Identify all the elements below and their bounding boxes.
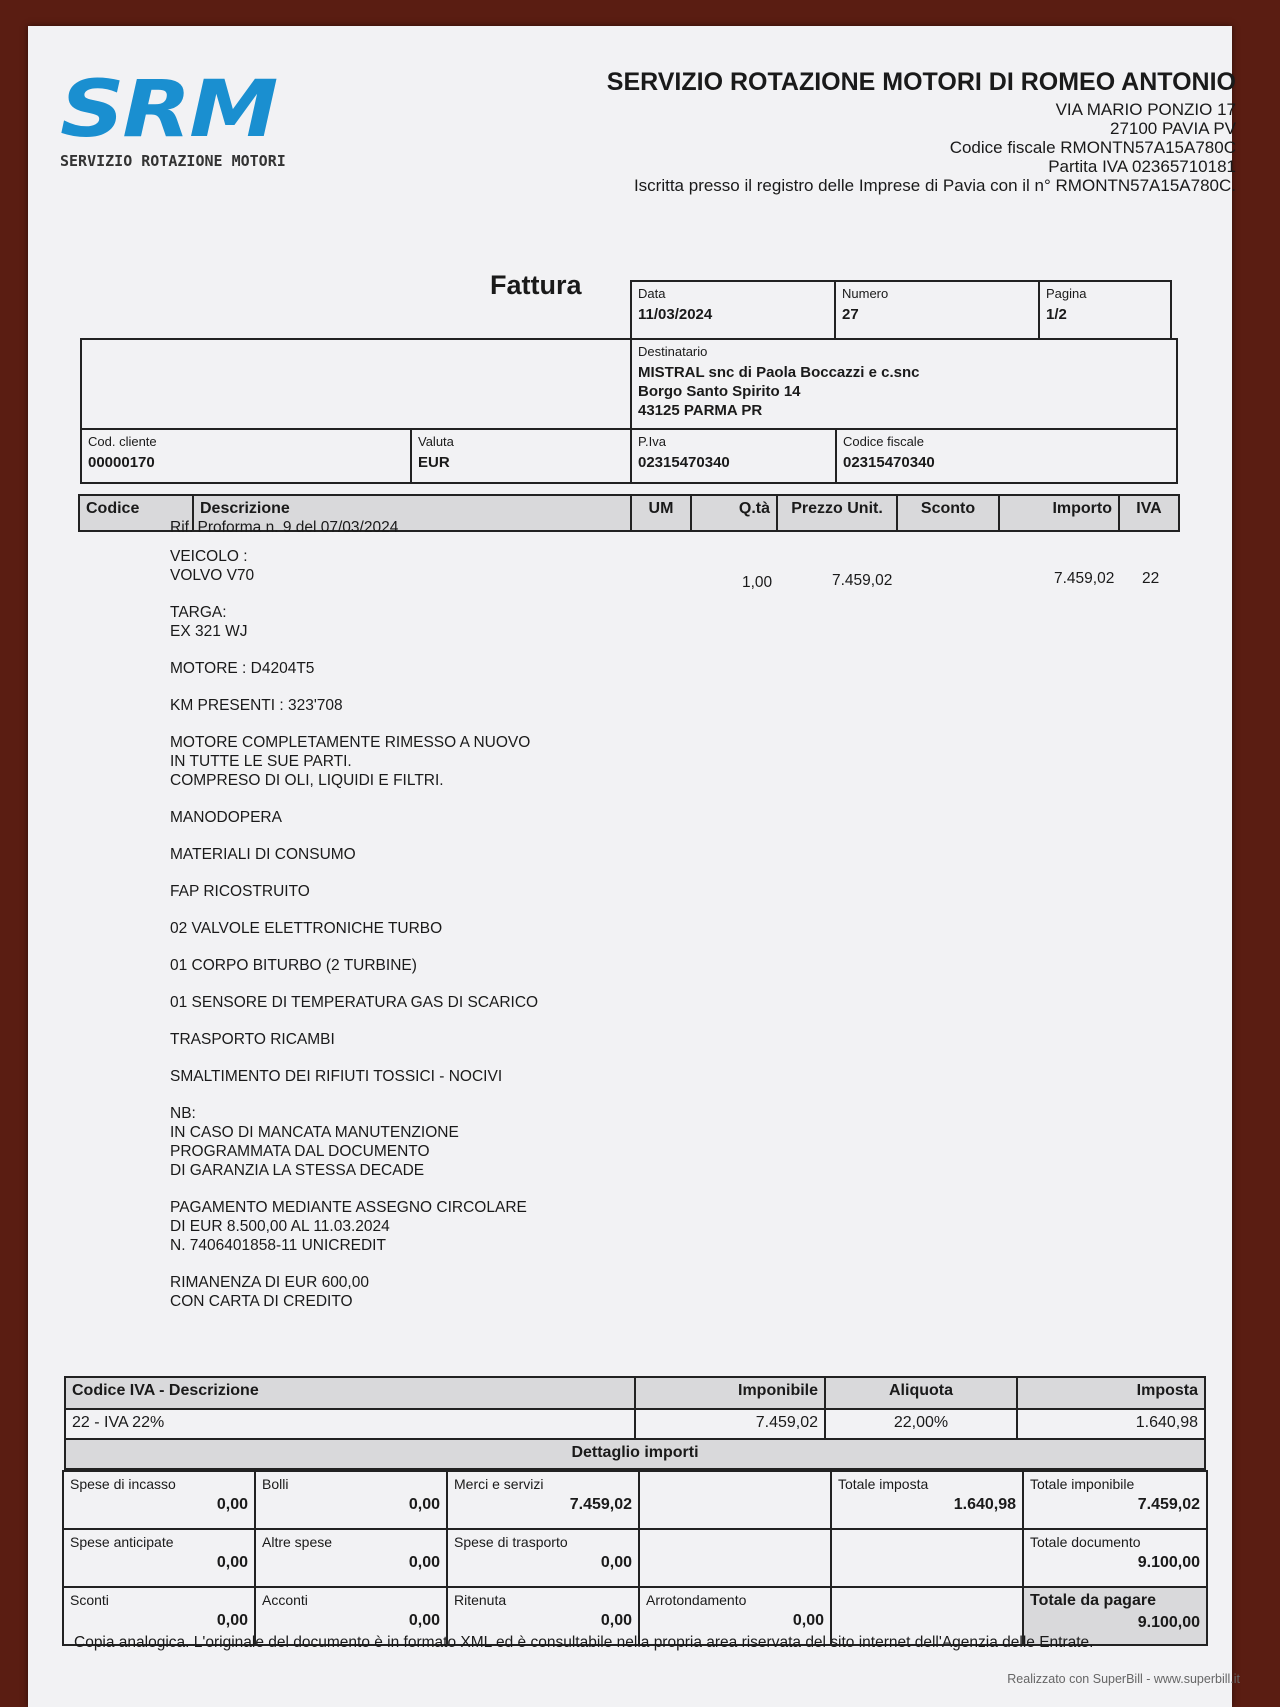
company-city: 27100 PAVIA PV xyxy=(1109,119,1236,138)
item-line: MANODOPERA xyxy=(170,809,282,826)
doc-meta-table xyxy=(630,280,1172,340)
recipient-label: Destinatario xyxy=(638,344,708,359)
vat-aliquota: 22,00% xyxy=(825,1409,1017,1439)
dettaglio-title: Dettaglio importi xyxy=(65,1439,1205,1469)
item-line: PAGAMENTO MEDIANTE ASSEGNO CIRCOLARE DI EUR 8.500,00 AL 11.03.2024 N. 7406401858-11 UNICREDIT xyxy=(170,1199,527,1254)
totale-imponibile-label: Totale imponibile xyxy=(1030,1476,1135,1492)
footer-credit: Realizzato con SuperBill - www.superbill.it xyxy=(1007,1672,1240,1686)
line-iva: 22 xyxy=(1142,570,1160,587)
totale-imposta-value: 1.640,98 xyxy=(953,1496,1016,1513)
vat-h-imponibile: Imponibile xyxy=(635,1377,825,1409)
vat-h-aliquota: Aliquota xyxy=(825,1377,1017,1409)
company-cf: Codice fiscale RMONTN57A15A780C xyxy=(949,138,1236,157)
line-importo: 7.459,02 xyxy=(1054,570,1115,587)
vat-summary-table xyxy=(64,1376,1206,1470)
bolli-value: 0,00 xyxy=(408,1496,440,1513)
number-value: 27 xyxy=(842,306,859,323)
company-header xyxy=(607,66,1236,195)
col-codice: Codice xyxy=(79,495,193,531)
spese-incasso-value: 0,00 xyxy=(216,1496,248,1513)
spese-anticipate-label: Spese anticipate xyxy=(70,1534,174,1550)
footer-note: Copia analogica. L'originale del documento è in formato XML ed è consultabile nella propria area riservata del sito internet dell'Agenzia delle Entrate. xyxy=(74,1634,1094,1651)
items-description xyxy=(170,518,538,1329)
document-title: Fattura xyxy=(490,270,582,300)
number-label: Numero xyxy=(842,286,889,301)
merci-value: 7.459,02 xyxy=(569,1496,632,1513)
logo-subtitle: SERVIZIO ROTAZIONE MOTORI xyxy=(60,152,286,170)
item-line: 01 CORPO BITURBO (2 TURBINE) xyxy=(170,957,417,974)
ritenuta-label: Ritenuta xyxy=(454,1592,507,1608)
altre-spese-value: 0,00 xyxy=(408,1554,440,1571)
arrotondamento-label: Arrotondamento xyxy=(646,1592,747,1608)
col-iva: IVA xyxy=(1119,495,1179,531)
arrotondamento-value: 0,00 xyxy=(792,1612,824,1629)
col-sconto: Sconto xyxy=(897,495,999,531)
col-um: UM xyxy=(631,495,691,531)
client-code-value: 00000170 xyxy=(88,454,155,471)
item-line: VEICOLO : VOLVO V70 xyxy=(170,548,255,584)
spese-anticipate-value: 0,00 xyxy=(216,1554,248,1571)
company-address: VIA MARIO PONZIO 17 xyxy=(1055,100,1236,119)
company-name: SERVIZIO ROTAZIONE MOTORI DI ROMEO ANTONIO xyxy=(606,68,1236,96)
company-registry: Iscritta presso il registro delle Imprese di Pavia con il n° RMONTN57A15A780C. xyxy=(633,176,1236,195)
page-label: Pagina xyxy=(1046,286,1087,301)
totale-imposta-label: Totale imposta xyxy=(838,1476,929,1492)
item-line: RIMANENZA DI EUR 600,00 CON CARTA DI CREDITO xyxy=(170,1274,369,1310)
logo-mark: SRM xyxy=(60,65,277,155)
acconti-label: Acconti xyxy=(262,1592,308,1608)
currency-value: EUR xyxy=(418,454,450,471)
date-label: Data xyxy=(638,286,666,301)
altre-spese-label: Altre spese xyxy=(262,1534,333,1550)
acconti-value: 0,00 xyxy=(408,1612,440,1629)
totale-imponibile-value: 7.459,02 xyxy=(1137,1496,1200,1513)
page-value: 1/2 xyxy=(1046,306,1067,323)
tax-code-value: 02315470340 xyxy=(843,454,935,471)
item-line: MOTORE COMPLETAMENTE RIMESSO A NUOVO IN TUTTE LE SUE PARTI. COMPRESO DI OLI, LIQUIDI E FILTRI. xyxy=(170,734,531,789)
item-line: FAP RICOSTRUITO xyxy=(170,883,310,900)
vat-imponibile: 7.459,02 xyxy=(635,1409,825,1439)
recipient-name: MISTRAL snc di Paola Boccazzi e c.snc xyxy=(638,364,920,381)
line-qta: 1,00 xyxy=(742,574,773,591)
vat-codice: 22 - IVA 22% xyxy=(65,1409,635,1439)
company-piva: Partita IVA 02365710181 xyxy=(1048,157,1236,176)
vat-number-label: P.Iva xyxy=(638,434,666,449)
vat-number-value: 02315470340 xyxy=(638,454,730,471)
tax-code-label: Codice fiscale xyxy=(843,434,924,449)
item-line: Rif. Proforma n. 9 del 07/03/2024 xyxy=(170,519,399,536)
item-line: 02 VALVOLE ELETTRONICHE TURBO xyxy=(170,920,443,937)
totale-pagare-label: Totale da pagare xyxy=(1030,1592,1156,1609)
recipient-address: Borgo Santo Spirito 14 xyxy=(638,383,801,400)
totale-documento-label: Totale documento xyxy=(1030,1534,1141,1550)
item-line: KM PRESENTI : 323'708 xyxy=(170,697,343,714)
company-logo xyxy=(60,65,320,190)
col-descrizione: Descrizione xyxy=(193,495,631,531)
line-prezzo: 7.459,02 xyxy=(832,572,893,589)
vat-h-imposta: Imposta xyxy=(1017,1377,1205,1409)
spese-trasporto-label: Spese di trasporto xyxy=(454,1534,568,1550)
item-line: SMALTIMENTO DEI RIFIUTI TOSSICI - NOCIVI xyxy=(170,1068,503,1085)
col-qta: Q.tà xyxy=(691,495,777,531)
recipient-table xyxy=(80,338,1178,484)
item-line: MATERIALI DI CONSUMO xyxy=(170,846,356,863)
item-line: TRASPORTO RICAMBI xyxy=(170,1031,335,1048)
item-line: 01 SENSORE DI TEMPERATURA GAS DI SCARICO xyxy=(170,994,539,1011)
item-line: MOTORE : D4204T5 xyxy=(170,660,315,677)
client-code-label: Cod. cliente xyxy=(88,434,157,449)
vat-h-codice: Codice IVA - Descrizione xyxy=(65,1377,635,1409)
item-line: NB: IN CASO DI MANCATA MANUTENZIONE PROGRAMMATA DAL DOCUMENTO DI GARANZIA LA STESSA DECADE xyxy=(170,1105,459,1179)
date-value: 11/03/2024 xyxy=(638,306,713,323)
bolli-label: Bolli xyxy=(262,1476,289,1492)
col-prezzo: Prezzo Unit. xyxy=(777,495,897,531)
vat-imposta: 1.640,98 xyxy=(1017,1409,1205,1439)
spese-trasporto-value: 0,00 xyxy=(600,1554,632,1571)
currency-label: Valuta xyxy=(418,434,454,449)
merci-label: Merci e servizi xyxy=(454,1476,544,1492)
col-importo: Importo xyxy=(999,495,1119,531)
totale-pagare-value: 9.100,00 xyxy=(1137,1614,1200,1631)
recipient-city: 43125 PARMA PR xyxy=(638,402,763,419)
item-line: TARGA: EX 321 WJ xyxy=(170,604,248,640)
ritenuta-value: 0,00 xyxy=(600,1612,632,1629)
sconti-label: Sconti xyxy=(70,1592,109,1608)
sconti-value: 0,00 xyxy=(216,1612,248,1629)
spese-incasso-label: Spese di incasso xyxy=(70,1476,176,1492)
totals-table xyxy=(62,1470,1208,1646)
totale-documento-value: 9.100,00 xyxy=(1137,1554,1200,1571)
